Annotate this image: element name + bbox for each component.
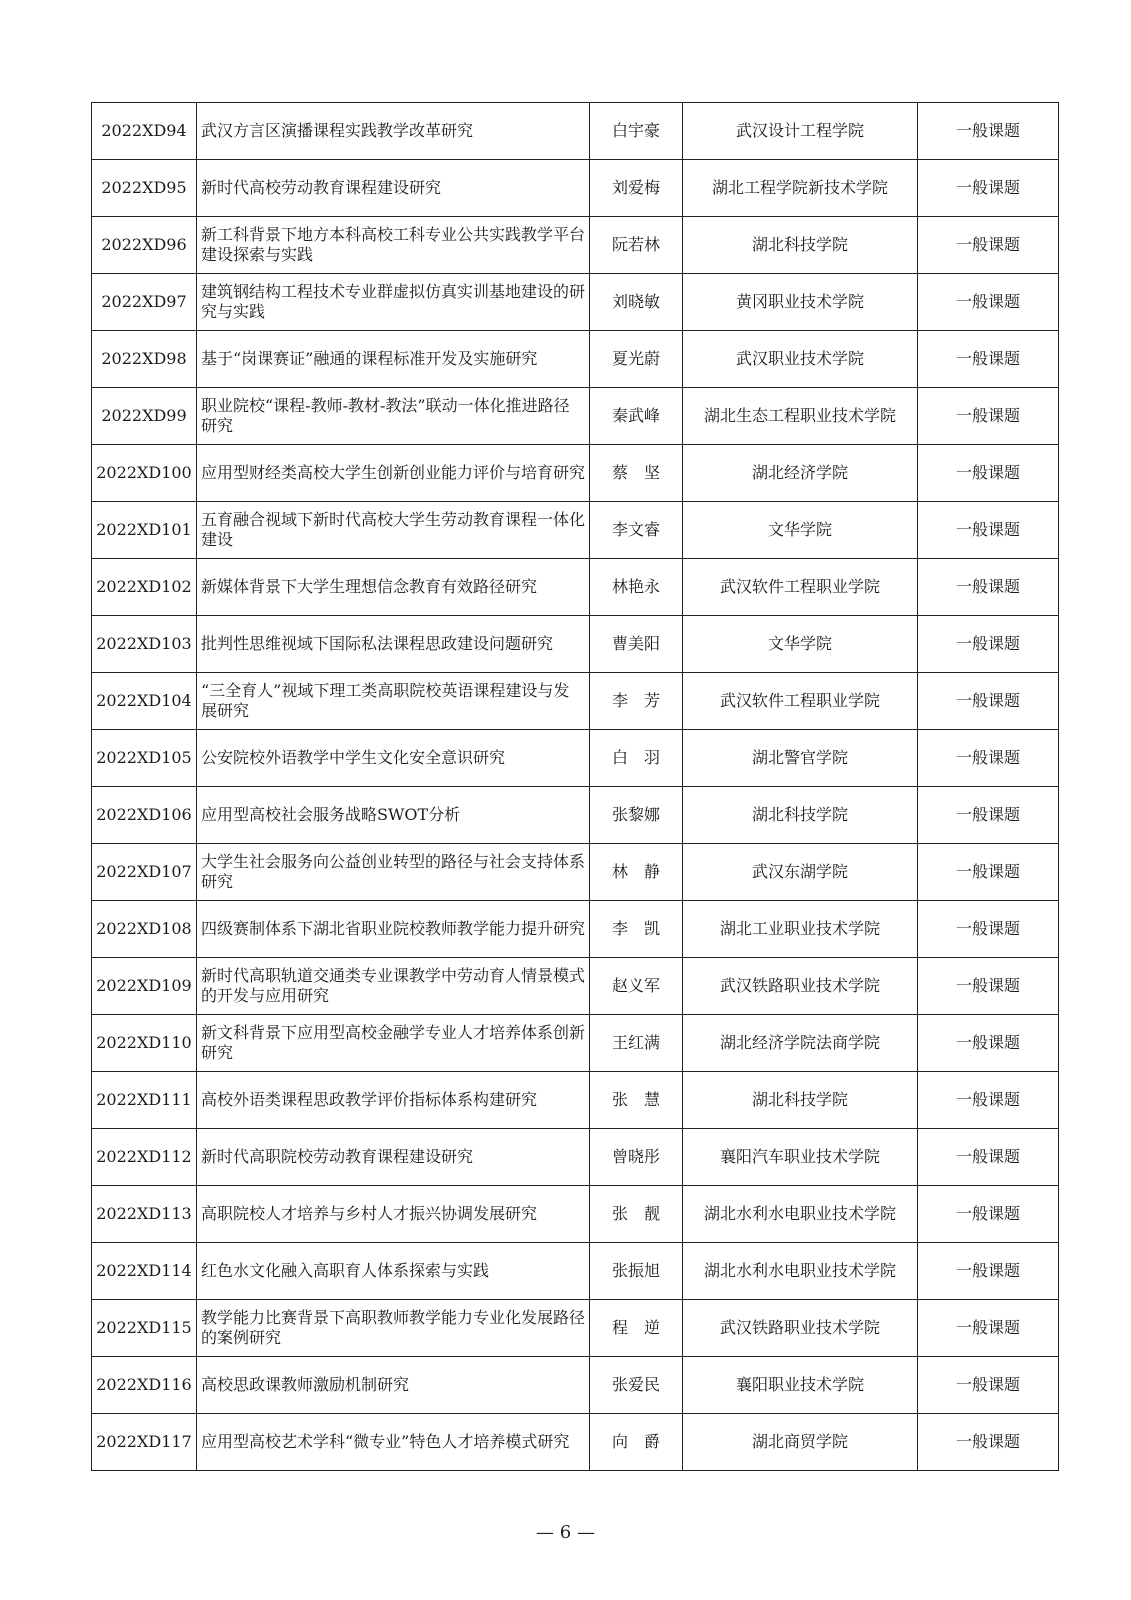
project-title: 新工科背景下地方本科高校工科专业公共实践教学平台建设探索与实践 <box>197 217 590 274</box>
project-code: 2022XD102 <box>92 559 197 616</box>
project-title: 新时代高校劳动教育课程建设研究 <box>197 160 590 217</box>
project-leader: 蔡 坚 <box>590 445 683 502</box>
project-institution: 武汉设计工程学院 <box>683 103 918 160</box>
project-code: 2022XD117 <box>92 1414 197 1471</box>
project-institution: 湖北水利水电职业技术学院 <box>683 1243 918 1300</box>
project-institution: 武汉软件工程职业学院 <box>683 673 918 730</box>
project-institution: 湖北工程学院新技术学院 <box>683 160 918 217</box>
project-leader: 程 逆 <box>590 1300 683 1357</box>
project-category: 一般课题 <box>918 1186 1059 1243</box>
project-category: 一般课题 <box>918 274 1059 331</box>
project-title: 武汉方言区演播课程实践教学改革研究 <box>197 103 590 160</box>
project-leader: 赵义军 <box>590 958 683 1015</box>
project-leader: 刘晓敏 <box>590 274 683 331</box>
project-code: 2022XD111 <box>92 1072 197 1129</box>
project-leader: 曹美阳 <box>590 616 683 673</box>
project-leader: 李 凯 <box>590 901 683 958</box>
project-code: 2022XD109 <box>92 958 197 1015</box>
project-category: 一般课题 <box>918 217 1059 274</box>
project-category: 一般课题 <box>918 1243 1059 1300</box>
project-category: 一般课题 <box>918 1357 1059 1414</box>
project-leader: 向 爵 <box>590 1414 683 1471</box>
table-row <box>92 1072 1059 1129</box>
project-table-body <box>92 103 1059 1471</box>
table-row <box>92 730 1059 787</box>
project-leader: 张振旭 <box>590 1243 683 1300</box>
table-row <box>92 559 1059 616</box>
project-institution: 文华学院 <box>683 502 918 559</box>
project-leader: 秦武峰 <box>590 388 683 445</box>
project-code: 2022XD103 <box>92 616 197 673</box>
project-category: 一般课题 <box>918 673 1059 730</box>
project-institution: 武汉铁路职业技术学院 <box>683 958 918 1015</box>
project-institution: 文华学院 <box>683 616 918 673</box>
project-code: 2022XD108 <box>92 901 197 958</box>
table-row <box>92 958 1059 1015</box>
table-row <box>92 1015 1059 1072</box>
table-row <box>92 217 1059 274</box>
project-title: 新时代高职轨道交通类专业课教学中劳动育人情景模式的开发与应用研究 <box>197 958 590 1015</box>
project-institution: 湖北水利水电职业技术学院 <box>683 1186 918 1243</box>
project-category: 一般课题 <box>918 160 1059 217</box>
table-row <box>92 445 1059 502</box>
table-row <box>92 388 1059 445</box>
project-category: 一般课题 <box>918 388 1059 445</box>
project-institution: 湖北工业职业技术学院 <box>683 901 918 958</box>
project-category: 一般课题 <box>918 1015 1059 1072</box>
project-leader: 曾晓彤 <box>590 1129 683 1186</box>
project-category: 一般课题 <box>918 1072 1059 1129</box>
project-category: 一般课题 <box>918 730 1059 787</box>
project-category: 一般课题 <box>918 1414 1059 1471</box>
project-code: 2022XD98 <box>92 331 197 388</box>
project-institution: 湖北科技学院 <box>683 1072 918 1129</box>
project-title: 批判性思维视域下国际私法课程思政建设问题研究 <box>197 616 590 673</box>
project-institution: 武汉软件工程职业学院 <box>683 559 918 616</box>
project-leader: 林 静 <box>590 844 683 901</box>
project-leader: 白 羽 <box>590 730 683 787</box>
project-category: 一般课题 <box>918 331 1059 388</box>
project-code: 2022XD94 <box>92 103 197 160</box>
project-title: 高校外语类课程思政教学评价指标体系构建研究 <box>197 1072 590 1129</box>
project-title: 基于“岗课赛证”融通的课程标准开发及实施研究 <box>197 331 590 388</box>
project-title: 新媒体背景下大学生理想信念教育有效路径研究 <box>197 559 590 616</box>
project-institution: 黄冈职业技术学院 <box>683 274 918 331</box>
project-title: 大学生社会服务向公益创业转型的路径与社会支持体系研究 <box>197 844 590 901</box>
project-institution: 湖北警官学院 <box>683 730 918 787</box>
project-institution: 武汉职业技术学院 <box>683 331 918 388</box>
project-institution: 湖北经济学院法商学院 <box>683 1015 918 1072</box>
table-row <box>92 1243 1059 1300</box>
project-institution: 襄阳汽车职业技术学院 <box>683 1129 918 1186</box>
project-title: 红色水文化融入高职育人体系探索与实践 <box>197 1243 590 1300</box>
table-row <box>92 616 1059 673</box>
project-code: 2022XD106 <box>92 787 197 844</box>
project-code: 2022XD113 <box>92 1186 197 1243</box>
project-category: 一般课题 <box>918 787 1059 844</box>
table-row <box>92 787 1059 844</box>
project-leader: 王红满 <box>590 1015 683 1072</box>
table-row <box>92 502 1059 559</box>
project-code: 2022XD105 <box>92 730 197 787</box>
project-code: 2022XD100 <box>92 445 197 502</box>
project-title: 五育融合视域下新时代高校大学生劳动教育课程一体化建设 <box>197 502 590 559</box>
project-category: 一般课题 <box>918 958 1059 1015</box>
project-title: 公安院校外语教学中学生文化安全意识研究 <box>197 730 590 787</box>
table-row <box>92 1300 1059 1357</box>
project-leader: 刘爱梅 <box>590 160 683 217</box>
table-row <box>92 274 1059 331</box>
project-title: 应用型财经类高校大学生创新创业能力评价与培育研究 <box>197 445 590 502</box>
table-row <box>92 160 1059 217</box>
project-title: 新时代高职院校劳动教育课程建设研究 <box>197 1129 590 1186</box>
project-leader: 白宇豪 <box>590 103 683 160</box>
project-code: 2022XD96 <box>92 217 197 274</box>
project-institution: 湖北经济学院 <box>683 445 918 502</box>
project-code: 2022XD104 <box>92 673 197 730</box>
project-institution: 湖北科技学院 <box>683 787 918 844</box>
project-category: 一般课题 <box>918 1300 1059 1357</box>
project-category: 一般课题 <box>918 1129 1059 1186</box>
table-row <box>92 1414 1059 1471</box>
project-leader: 林艳永 <box>590 559 683 616</box>
project-title: 高校思政课教师激励机制研究 <box>197 1357 590 1414</box>
project-code: 2022XD110 <box>92 1015 197 1072</box>
project-code: 2022XD107 <box>92 844 197 901</box>
table-row <box>92 901 1059 958</box>
project-category: 一般课题 <box>918 445 1059 502</box>
table-row <box>92 331 1059 388</box>
project-institution: 武汉东湖学院 <box>683 844 918 901</box>
project-institution: 湖北科技学院 <box>683 217 918 274</box>
project-institution: 武汉铁路职业技术学院 <box>683 1300 918 1357</box>
project-leader: 阮若林 <box>590 217 683 274</box>
project-category: 一般课题 <box>918 559 1059 616</box>
project-institution: 襄阳职业技术学院 <box>683 1357 918 1414</box>
project-leader: 张黎娜 <box>590 787 683 844</box>
project-leader: 李文睿 <box>590 502 683 559</box>
table-row <box>92 844 1059 901</box>
project-institution: 湖北商贸学院 <box>683 1414 918 1471</box>
project-code: 2022XD114 <box>92 1243 197 1300</box>
table-row <box>92 673 1059 730</box>
page-number: — 6 — <box>536 1522 595 1543</box>
project-code: 2022XD99 <box>92 388 197 445</box>
project-code: 2022XD95 <box>92 160 197 217</box>
project-category: 一般课题 <box>918 901 1059 958</box>
project-category: 一般课题 <box>918 844 1059 901</box>
project-leader: 张爱民 <box>590 1357 683 1414</box>
project-category: 一般课题 <box>918 502 1059 559</box>
project-leader: 李 芳 <box>590 673 683 730</box>
table-row <box>92 1129 1059 1186</box>
project-title: 应用型高校艺术学科“微专业”特色人才培养模式研究 <box>197 1414 590 1471</box>
project-code: 2022XD116 <box>92 1357 197 1414</box>
project-code: 2022XD115 <box>92 1300 197 1357</box>
project-leader: 夏光蔚 <box>590 331 683 388</box>
project-code: 2022XD97 <box>92 274 197 331</box>
project-title: 应用型高校社会服务战略SWOT分析 <box>197 787 590 844</box>
project-title: 四级赛制体系下湖北省职业院校教师教学能力提升研究 <box>197 901 590 958</box>
project-leader: 张 慧 <box>590 1072 683 1129</box>
project-category: 一般课题 <box>918 103 1059 160</box>
table-row <box>92 103 1059 160</box>
project-title: 高职院校人才培养与乡村人才振兴协调发展研究 <box>197 1186 590 1243</box>
project-title: 职业院校“课程-教师-教材-教法”联动一体化推进路径研究 <box>197 388 590 445</box>
table-row <box>92 1357 1059 1414</box>
project-title: 建筑钢结构工程技术专业群虚拟仿真实训基地建设的研究与实践 <box>197 274 590 331</box>
project-code: 2022XD101 <box>92 502 197 559</box>
project-institution: 湖北生态工程职业技术学院 <box>683 388 918 445</box>
project-title: 新文科背景下应用型高校金融学专业人才培养体系创新研究 <box>197 1015 590 1072</box>
project-table <box>91 102 1059 1471</box>
project-title: “三全育人”视域下理工类高职院校英语课程建设与发展研究 <box>197 673 590 730</box>
project-category: 一般课题 <box>918 616 1059 673</box>
project-leader: 张 靓 <box>590 1186 683 1243</box>
project-title: 教学能力比赛背景下高职教师教学能力专业化发展路径的案例研究 <box>197 1300 590 1357</box>
table-row <box>92 1186 1059 1243</box>
project-code: 2022XD112 <box>92 1129 197 1186</box>
